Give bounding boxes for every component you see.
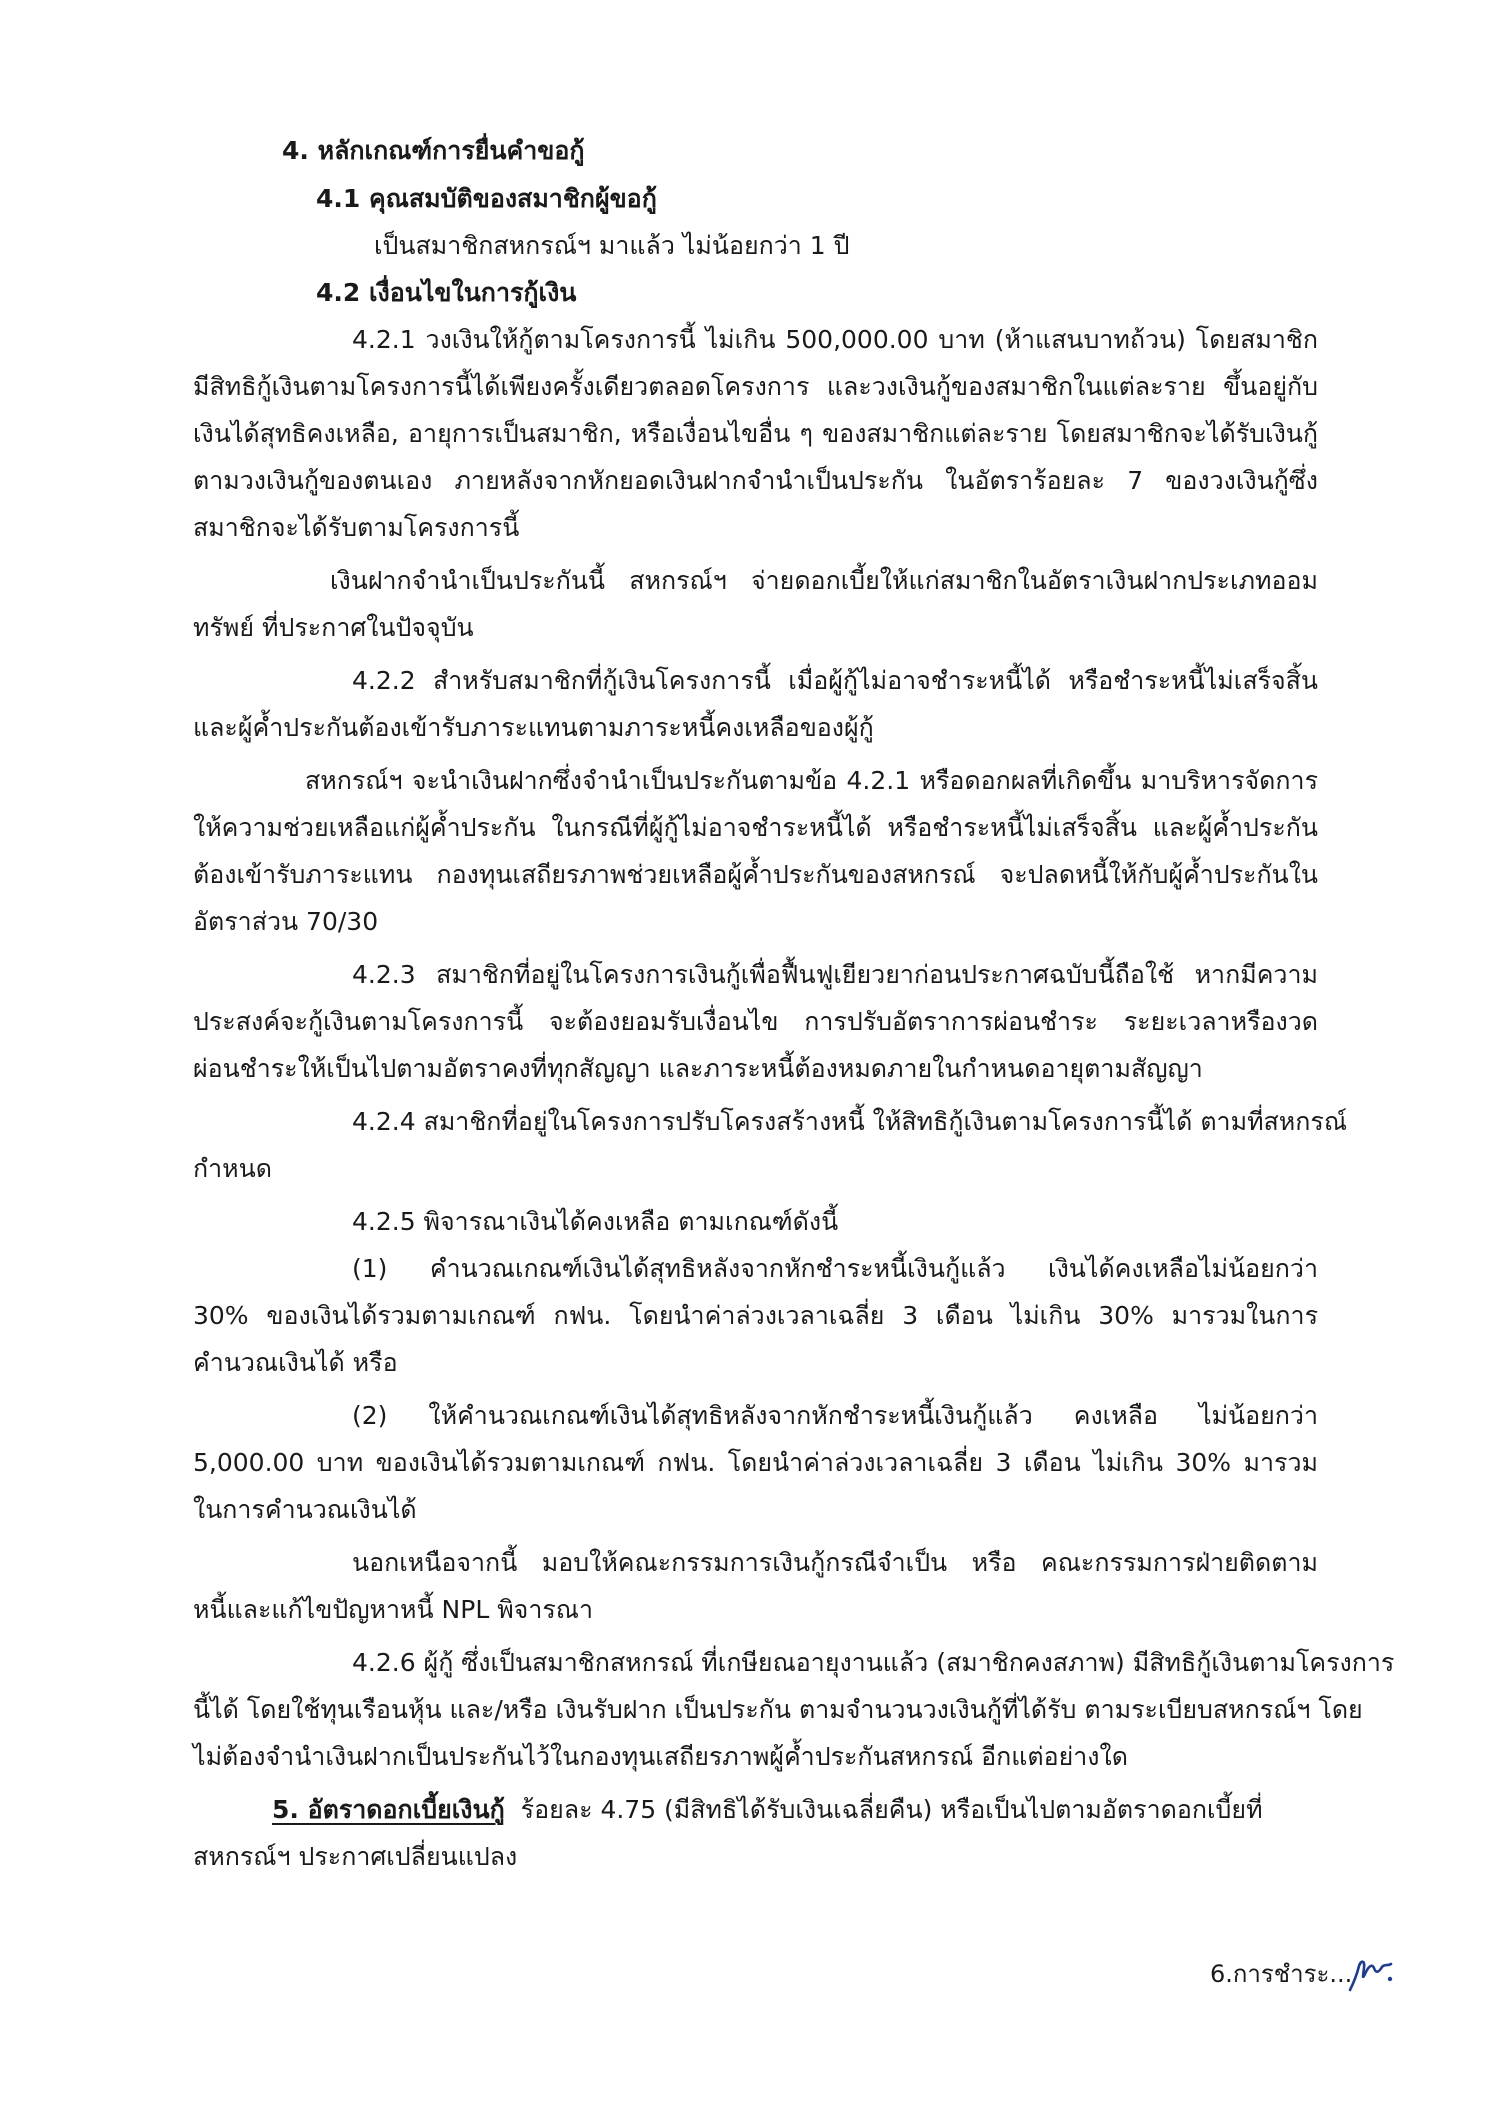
criterion-1-line: คำนวณเงินได้ หรือ <box>193 1348 398 1377</box>
deposit-paragraph-line: ทรัพย์ ที่ประกาศในปัจจุบัน <box>193 613 474 642</box>
criterion-2-line: (2) ให้คำนวณเกณฑ์เงินได้สุทธิหลังจากหักชำระหนี้เงินกู้แล้ว คงเหลือ ไม่น้อยกว่า <box>352 1401 1318 1430</box>
committee-paragraph-line: หนี้และแก้ไขปัญหาหนี้ NPL พิจารณา <box>193 1595 594 1624</box>
signature-initial-icon <box>1346 1952 1394 1994</box>
section-5-line <box>272 1794 1263 1826</box>
section-5-continuation: สหกรณ์ฯ ประกาศเปลี่ยนแปลง <box>193 1842 518 1871</box>
clause-4-2-1-line: เงินได้สุทธิคงเหลือ, อายุการเป็นสมาชิก, หรือเงื่อนไขอื่น ๆ ของสมาชิกแต่ละราย โดยสมาชิกจะได้รับเงินกู้ <box>193 419 1318 448</box>
clause-4-2-6-line: นี้ได้ โดยใช้ทุนเรือนหุ้น และ/หรือ เงินรับฝาก เป็นประกัน ตามจำนวนวงเงินกู้ที่ได้รับ ตามระเบียบสหกรณ์ฯ โดย <box>193 1695 1363 1724</box>
coop-paragraph-line: ต้องเข้ารับภาระแทน กองทุนเสถียรภาพช่วยเหลือผู้ค้ำประกันของสหกรณ์ จะปลดหนี้ให้กับผู้ค้ำประกันใน <box>193 860 1318 889</box>
coop-paragraph-line: ให้ความช่วยเหลือแก่ผู้ค้ำประกัน ในกรณีที่ผู้กู้ไม่อาจชำระหนี้ได้ หรือชำระหนี้ไม่เสร็จสิ้น และผู้ค้ำประกัน <box>193 813 1318 842</box>
section-4-1-text: เป็นสมาชิกสหกรณ์ฯ มาแล้ว ไม่น้อยกว่า 1 ปี <box>374 231 850 260</box>
criterion-1-line: 30% ของเงินได้รวมตามเกณฑ์ กฟน. โดยนำค่าล่วงเวลาเฉลี่ย 3 เดือน ไม่เกิน 30% มารวมในการ <box>193 1301 1318 1330</box>
clause-4-2-2-line: และผู้ค้ำประกันต้องเข้ารับภาระแทนตามภาระหนี้คงเหลือของผู้กู้ <box>193 713 874 742</box>
section-4-1-heading: 4.1 คุณสมบัติของสมาชิกผู้ขอกู้ <box>316 184 657 213</box>
committee-paragraph-line: นอกเหนือจากนี้ มอบให้คณะกรรมการเงินกู้กรณีจำเป็น หรือ คณะกรรมการฝ่ายติดตาม <box>352 1548 1318 1577</box>
criterion-1-line: (1) คำนวณเกณฑ์เงินได้สุทธิหลังจากหักชำระหนี้เงินกู้แล้ว เงินได้คงเหลือไม่น้อยกว่า <box>352 1254 1318 1283</box>
clause-4-2-4-line: 4.2.4 สมาชิกที่อยู่ในโครงการปรับโครงสร้างหนี้ ให้สิทธิกู้เงินตามโครงการนี้ได้ ตามที่สหกรณ์ <box>352 1107 1348 1136</box>
clause-4-2-3-line: 4.2.3 สมาชิกที่อยู่ในโครงการเงินกู้เพื่อฟื้นฟูเยียวยาก่อนประกาศฉบับนี้ถือใช้ หากมีความ <box>352 960 1318 989</box>
criterion-2-line: 5,000.00 บาท ของเงินได้รวมตามเกณฑ์ กฟน. โดยนำค่าล่วงเวลาเฉลี่ย 3 เดือน ไม่เกิน 30% มารวม <box>193 1448 1318 1477</box>
section-5-heading: 5. อัตราดอกเบี้ยเงินกู้ <box>272 1795 505 1824</box>
section-5-text: ร้อยละ 4.75 (มีสิทธิได้รับเงินเฉลี่ยคืน) หรือเป็นไปตามอัตราดอกเบี้ยที่ <box>520 1795 1263 1824</box>
coop-paragraph-line: อัตราส่วน 70/30 <box>193 907 379 936</box>
clause-4-2-1-line: สมาชิกจะได้รับตามโครงการนี้ <box>193 513 520 542</box>
coop-paragraph-line: สหกรณ์ฯ จะนำเงินฝากซึ่งจำนำเป็นประกันตามข้อ 4.2.1 หรือดอกผลที่เกิดขึ้น มาบริหารจัดการ <box>305 766 1318 795</box>
clause-4-2-6-line: 4.2.6 ผู้กู้ ซึ่งเป็นสมาชิกสหกรณ์ ที่เกษียณอายุงานแล้ว (สมาชิกคงสภาพ) มีสิทธิกู้เงินตามโครงการ <box>352 1648 1395 1677</box>
clause-4-2-1-line: ตามวงเงินกู้ของตนเอง ภายหลังจากหักยอดเงินฝากจำนำเป็นประกัน ในอัตราร้อยละ 7 ของวงเงินกู้ซึ่ง <box>193 466 1318 495</box>
section-4-heading: 4. หลักเกณฑ์การยื่นคำขอกู้ <box>282 136 585 165</box>
clause-4-2-6-line: ไม่ต้องจำนำเงินฝากเป็นประกันไว้ในกองทุนเสถียรภาพผู้ค้ำประกันสหกรณ์ อีกแต่อย่างใด <box>193 1742 1128 1771</box>
next-page-reference: 6.การชำระ... <box>1210 1960 1353 1988</box>
section-4-2-heading: 4.2 เงื่อนไขในการกู้เงิน <box>316 278 577 307</box>
clause-4-2-1-line: มีสิทธิกู้เงินตามโครงการนี้ได้เพียงครั้งเดียวตลอดโครงการ และวงเงินกู้ของสมาชิกในแต่ละราย ขึ้นอยู่กับ <box>193 372 1318 401</box>
clause-4-2-1-line: 4.2.1 วงเงินให้กู้ตามโครงการนี้ ไม่เกิน 500,000.00 บาท (ห้าแสนบาทถ้วน) โดยสมาชิก <box>352 325 1318 354</box>
clause-4-2-2-line: 4.2.2 สำหรับสมาชิกที่กู้เงินโครงการนี้ เมื่อผู้กู้ไม่อาจชำระหนี้ได้ หรือชำระหนี้ไม่เสร็จสิ้น <box>352 666 1318 695</box>
criterion-2-line: ในการคำนวณเงินได้ <box>193 1495 417 1524</box>
clause-4-2-4-line: กำหนด <box>193 1154 272 1183</box>
deposit-paragraph-line: เงินฝากจำนำเป็นประกันนี้ สหกรณ์ฯ จ่ายดอกเบี้ยให้แก่สมาชิกในอัตราเงินฝากประเภทออม <box>330 566 1318 595</box>
clause-4-2-5-heading: 4.2.5 พิจารณาเงินได้คงเหลือ ตามเกณฑ์ดังนี้ <box>352 1207 839 1236</box>
clause-4-2-3-line: ประสงค์จะกู้เงินตามโครงการนี้ จะต้องยอมรับเงื่อนไข การปรับอัตราการผ่อนชำระ ระยะเวลาหรืองวด <box>193 1007 1318 1036</box>
clause-4-2-3-line: ผ่อนชำระให้เป็นไปตามอัตราคงที่ทุกสัญญา และภาระหนี้ต้องหมดภายในกำหนดอายุตามสัญญา <box>193 1054 1203 1083</box>
